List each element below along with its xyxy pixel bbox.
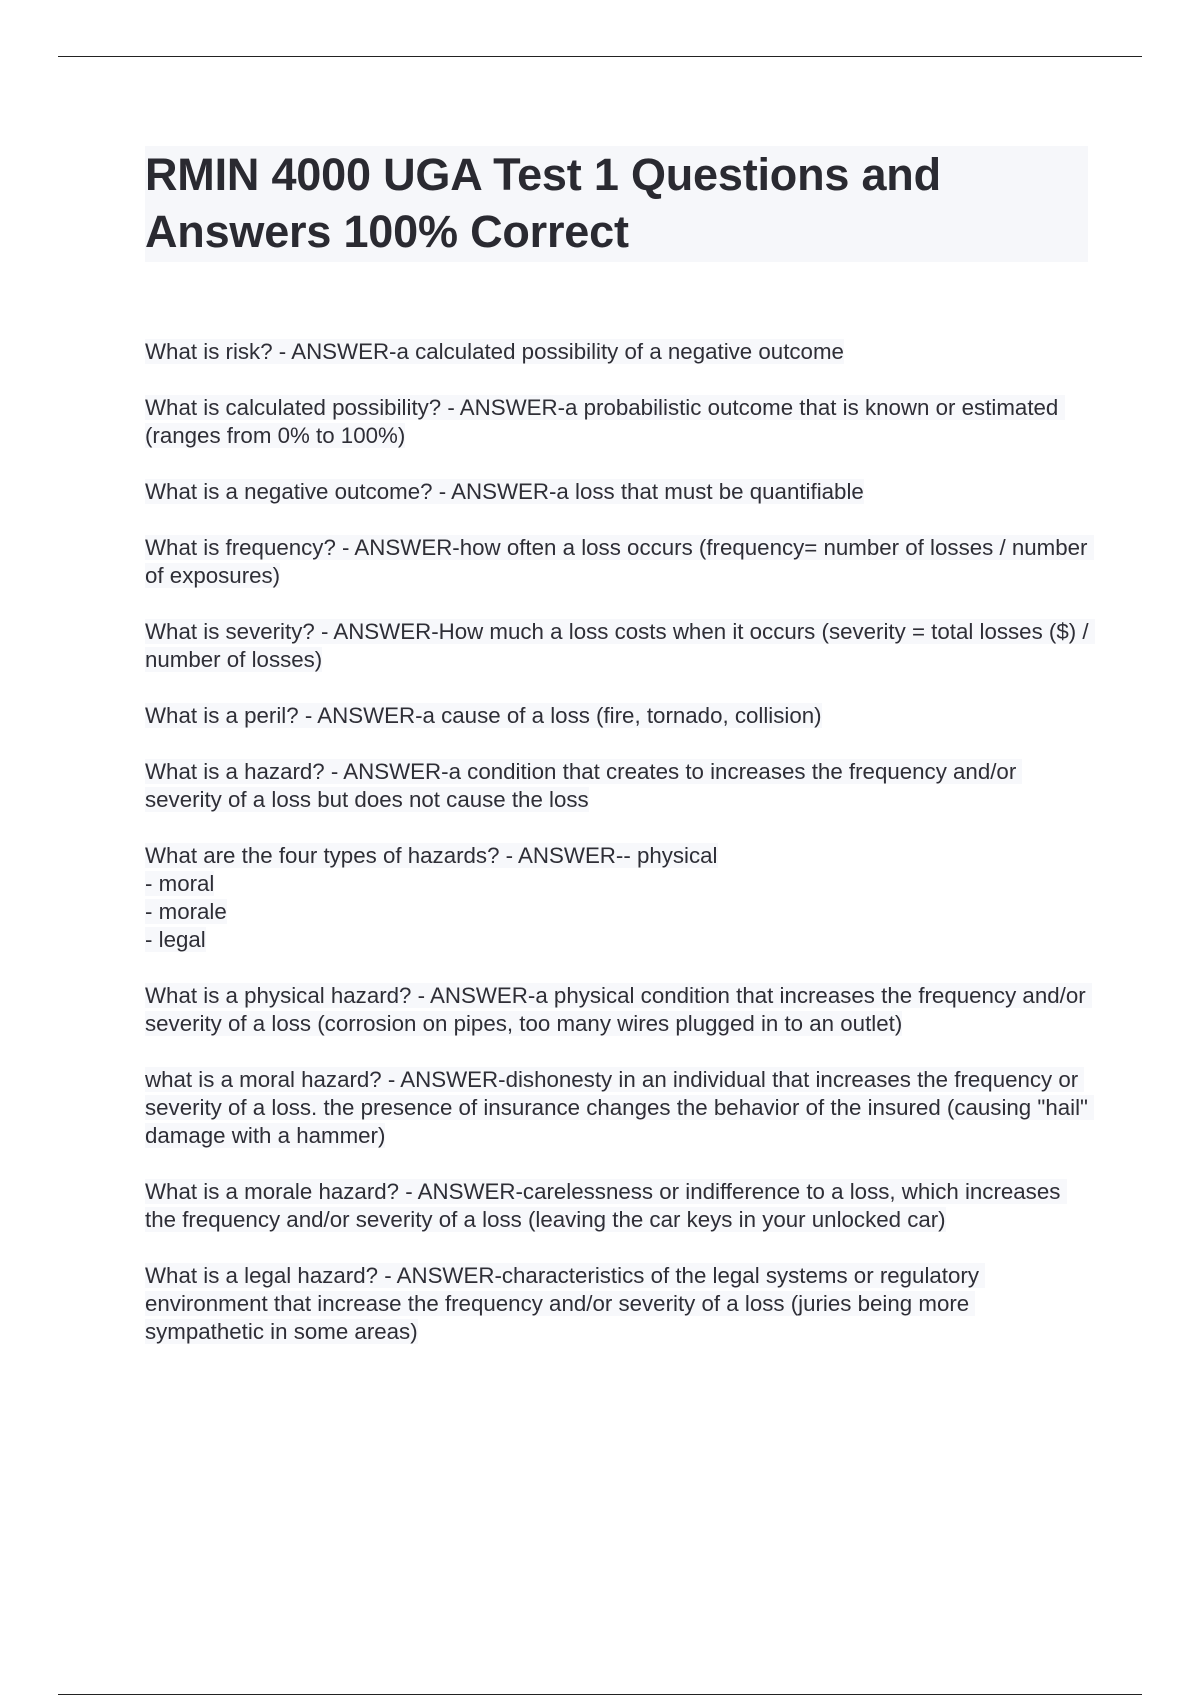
qa-item	[145, 534, 1094, 590]
qa-item	[145, 338, 1090, 366]
qa-text: What is calculated possibility? - ANSWER-a probabilistic outcome that is known or estimated (ranges from 0% to 100%)	[145, 395, 1065, 448]
qa-text: What is a physical hazard? - ANSWER-a physical condition that increases the frequency and/or severity of a loss (corrosion on pipes, too many wires plugged in to an outlet)	[145, 983, 1092, 1036]
qa-item	[145, 478, 1090, 506]
qa-item	[145, 758, 1090, 814]
qa-item	[145, 618, 1095, 674]
qa-item	[145, 982, 1090, 1038]
qa-text: What is a legal hazard? - ANSWER-characteristics of the legal systems or regulatory environment that increase the frequency and/or severity of a loss (juries being more sympathetic in some areas)	[145, 1263, 986, 1344]
qa-text: What is risk? - ANSWER-a calculated possibility of a negative outcome	[145, 339, 844, 364]
qa-item	[145, 1178, 1090, 1234]
qa-text: What is a hazard? - ANSWER-a condition that creates to increases the frequency and/or severity of a loss but does not cause the loss	[145, 759, 1023, 812]
qa-item	[145, 842, 1090, 954]
title-block	[145, 146, 1088, 262]
qa-item	[145, 1066, 1095, 1150]
qa-text: What is severity? - ANSWER-How much a loss costs when it occurs (severity = total losses ($) / number of losses)	[145, 619, 1095, 672]
qa-text: What are the four types of hazards? - ANSWER-- physical - moral - morale - legal	[145, 843, 718, 952]
qa-text: what is a moral hazard? - ANSWER-dishonesty in an individual that increases the frequency or severity of a loss. the presence of insurance changes the behavior of the insured (causing "hail" damage with a hammer)	[145, 1067, 1095, 1148]
qa-text: What is a peril? - ANSWER-a cause of a loss (fire, tornado, collision)	[145, 703, 822, 728]
qa-text: What is a negative outcome? - ANSWER-a loss that must be quantifiable	[145, 479, 864, 504]
document-title: RMIN 4000 UGA Test 1 Questions and Answers 100% Correct	[145, 149, 941, 257]
qa-item	[145, 394, 1090, 450]
footer-divider	[58, 1694, 1142, 1695]
header-divider	[58, 56, 1142, 57]
qa-list	[145, 338, 1095, 1374]
qa-item	[145, 1262, 1090, 1346]
qa-text: What is a morale hazard? - ANSWER-carelessness or indifference to a loss, which increases the frequency and/or severity of a loss (leaving the car keys in your unlocked car)	[145, 1179, 1067, 1232]
qa-text: What is frequency? - ANSWER-how often a loss occurs (frequency= number of losses / number of exposures)	[145, 535, 1094, 588]
qa-item	[145, 702, 1090, 730]
